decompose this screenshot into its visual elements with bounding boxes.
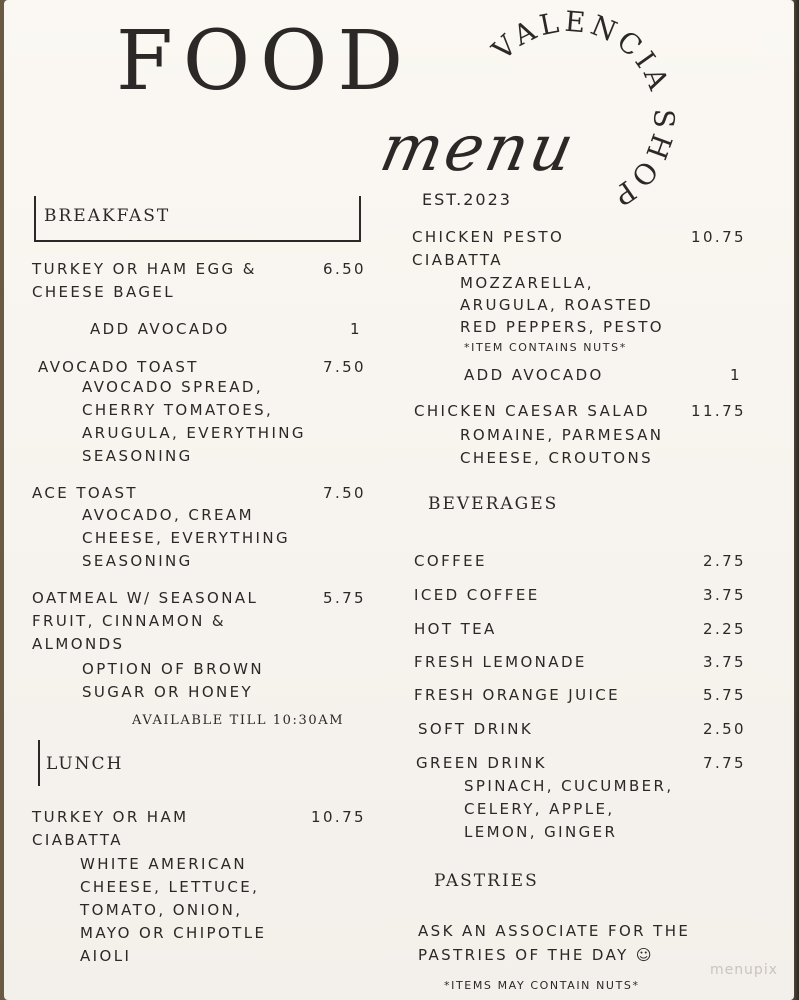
- beverage-item-name: SOFT DRINK: [418, 720, 534, 738]
- breakfast-addon-price: 1: [350, 320, 362, 338]
- breakfast-item-2-desc: AVOCADO SPREAD,: [82, 378, 264, 396]
- breakfast-item-4-name: OATMEAL W/ SEASONAL: [32, 589, 259, 607]
- lunch-heading: LUNCH: [46, 754, 124, 774]
- breakfast-item-2-name: AVOCADO TOAST: [38, 358, 199, 376]
- lunch-addon-name: ADD AVOCADO: [464, 366, 604, 384]
- beverage-item-price: 2.50: [703, 720, 746, 738]
- breakfast-item-2-desc: CHERRY TOMATOES,: [82, 401, 274, 419]
- menu-script-word: menu: [374, 112, 583, 186]
- beverage-item-name: FRESH ORANGE JUICE: [414, 686, 621, 704]
- watermark: menupix: [709, 962, 778, 978]
- beverage-item-name: COFFEE: [414, 552, 487, 570]
- breakfast-item-2-desc: SEASONING: [82, 447, 193, 465]
- lunch-box-left: [38, 740, 40, 786]
- breakfast-item-3-price: 7.50: [323, 484, 366, 502]
- beverage-item-price: 7.75: [703, 754, 746, 772]
- beverage-item-desc: CELERY, APPLE,: [464, 800, 615, 818]
- menu-card: [4, 0, 794, 1000]
- lunch-item-2-desc: RED PEPPERS, PESTO: [460, 318, 665, 336]
- beverage-item-desc: SPINACH, CUCUMBER,: [464, 777, 674, 795]
- lunch-item-1-desc: TOMATO, ONION,: [80, 901, 243, 919]
- lunch-item-1-price: 10.75: [311, 808, 366, 826]
- lunch-item-2-nuts-note: *ITEM CONTAINS NUTS*: [464, 341, 627, 354]
- breakfast-item-2-desc: ARUGULA, EVERYTHING: [82, 424, 306, 442]
- breakfast-box-left: [34, 196, 36, 242]
- arc-text: VALENCIA SHOP: [485, 4, 681, 215]
- lunch-item-2-name-cont: CIABATTA: [412, 251, 503, 269]
- lunch-item-2-desc: MOZZARELLA,: [460, 274, 594, 292]
- breakfast-item-1-name: TURKEY OR HAM EGG &: [32, 260, 257, 278]
- breakfast-item-3-desc: SEASONING: [82, 552, 193, 570]
- breakfast-item-1-price: 6.50: [323, 260, 366, 278]
- pastries-text-line: PASTRIES OF THE DAY ☺: [418, 946, 654, 964]
- beverage-item-desc: LEMON, GINGER: [464, 823, 618, 841]
- lunch-item-3-desc: ROMAINE, PARMESAN: [460, 426, 664, 444]
- lunch-item-1-name-cont: CIABATTA: [32, 831, 123, 849]
- lunch-item-1-desc: MAYO OR CHIPOTLE: [80, 924, 267, 942]
- breakfast-item-4-desc: OPTION OF BROWN: [82, 660, 265, 678]
- pastries-heading: PASTRIES: [434, 871, 539, 891]
- lunch-item-2-desc: ARUGULA, ROASTED: [460, 296, 654, 314]
- beverage-item-price: 2.25: [703, 620, 746, 638]
- beverages-heading: BEVERAGES: [428, 494, 559, 514]
- beverage-item-name: HOT TEA: [414, 620, 497, 638]
- menu-title: FOOD: [116, 14, 414, 109]
- established-date: EST.2023: [422, 190, 512, 209]
- breakfast-availability-note: AVAILABLE TILL 10:30AM: [132, 713, 345, 728]
- lunch-item-1-name: TURKEY OR HAM: [32, 808, 189, 826]
- lunch-item-2-name: CHICKEN PESTO: [412, 228, 565, 246]
- breakfast-item-4-price: 5.75: [323, 589, 366, 607]
- lunch-item-1-desc: WHITE AMERICAN: [80, 855, 248, 873]
- beverage-item-price: 5.75: [703, 686, 746, 704]
- breakfast-heading: BREAKFAST: [44, 206, 171, 226]
- beverage-item-price: 2.75: [703, 552, 746, 570]
- breakfast-addon-name: ADD AVOCADO: [90, 320, 230, 338]
- lunch-item-1-desc: AIOLI: [80, 947, 132, 965]
- lunch-item-2-price: 10.75: [691, 228, 746, 246]
- beverage-item-name: FRESH LEMONADE: [414, 653, 587, 671]
- breakfast-item-3-desc: AVOCADO, CREAM: [82, 506, 254, 524]
- lunch-item-3-desc: CHEESE, CROUTONS: [460, 449, 654, 467]
- pastries-text-line: ASK AN ASSOCIATE FOR THE: [418, 922, 691, 940]
- breakfast-item-4-desc: SUGAR OR HONEY: [82, 683, 254, 701]
- lunch-addon-price: 1: [730, 366, 742, 384]
- beverage-item-name: ICED COFFEE: [414, 586, 540, 604]
- breakfast-box-right: [359, 196, 361, 242]
- lunch-item-1-desc: CHEESE, LETTUCE,: [80, 878, 260, 896]
- breakfast-item-2-price: 7.50: [323, 358, 366, 376]
- breakfast-item-1-name-cont: CHEESE BAGEL: [32, 283, 176, 301]
- breakfast-item-4-name-cont: ALMONDS: [32, 635, 125, 653]
- breakfast-item-3-name: ACE TOAST: [32, 484, 138, 502]
- pastries-nuts-note: *ITEMS MAY CONTAIN NUTS*: [444, 979, 640, 992]
- lunch-item-3-name: CHICKEN CAESAR SALAD: [414, 402, 650, 420]
- breakfast-item-3-desc: CHEESE, EVERYTHING: [82, 529, 290, 547]
- breakfast-box-bottom: [34, 240, 361, 242]
- beverage-item-price: 3.75: [703, 653, 746, 671]
- breakfast-item-4-name-cont: FRUIT, CINNAMON &: [32, 612, 226, 630]
- beverage-item-name: GREEN DRINK: [416, 754, 547, 772]
- lunch-item-3-price: 11.75: [691, 402, 746, 420]
- beverage-item-price: 3.75: [703, 586, 746, 604]
